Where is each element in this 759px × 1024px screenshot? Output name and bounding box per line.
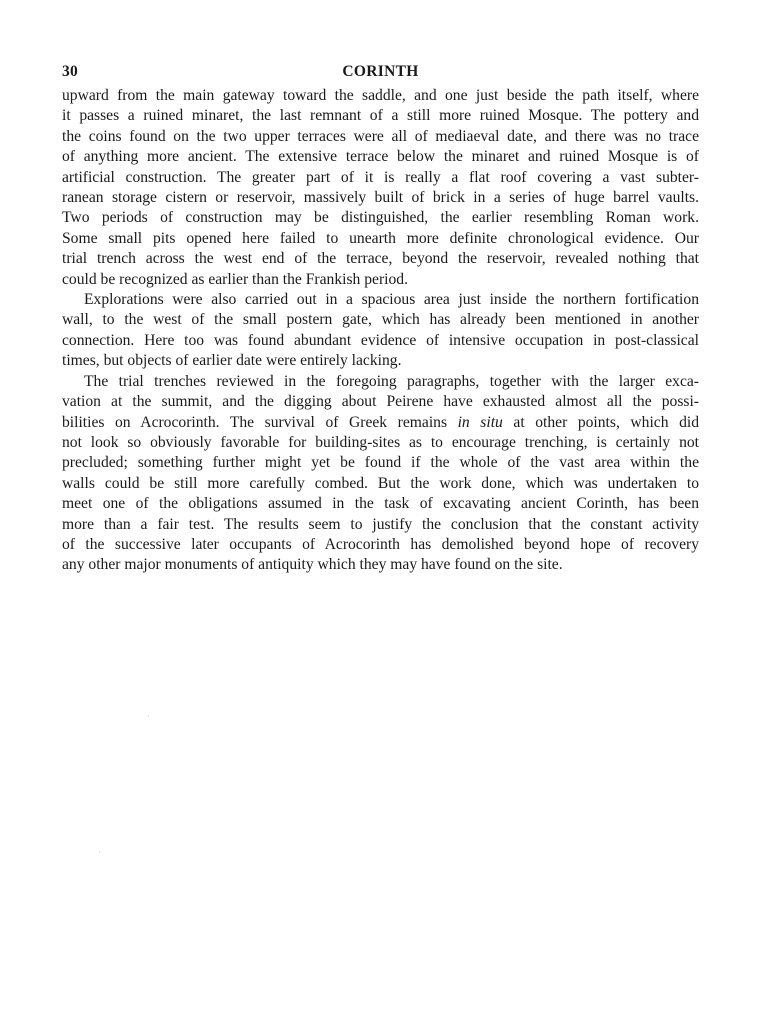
text-line: Explorations were also carried out in a spacious area just inside the northern fortification (84, 291, 699, 309)
text-line: The trial trenches reviewed in the foregoing paragraphs, together with the larger exca- (84, 372, 699, 390)
text-line: vation at the summit, and the digging about Peirene have exhausted almost all the possi- (62, 393, 699, 411)
text-line: Some small pits opened here failed to unearth more definite chronological evidence. Our (62, 229, 699, 247)
text-line: more than a fair test. The results seem to justify the conclusion that the constant activity (62, 515, 699, 533)
text-line: precluded; something further might yet be found if the whole of the vast area within the (62, 454, 699, 472)
paragraph-3 (62, 372, 699, 576)
scan-speck (99, 851, 100, 852)
scan-speck (148, 716, 149, 717)
paragraph-1 (62, 86, 699, 290)
text-segment: bilities on Acrocorinth. The survival of Greek remains (62, 413, 448, 431)
text-line: upward from the main gateway toward the saddle, and one just beside the path itself, where (62, 87, 699, 104)
text-line: not look so obviously favorable for building-sites as to encourage trenching, is certainly not (62, 433, 699, 451)
text-segment: at other points, which did (513, 413, 700, 431)
text-line: could be recognized as earlier than the Frankish period. (62, 270, 408, 288)
text-line: artificial construction. The greater part of it is really a flat roof covering a vast subter- (62, 168, 699, 186)
page-number: 30 (62, 63, 79, 80)
text-line: of anything more ancient. The extensive terrace below the minaret and ruined Mosque is of (62, 148, 699, 166)
running-head (62, 60, 699, 86)
body-text (62, 86, 699, 576)
text-line: Two periods of construction may be distinguished, the earlier resembling Roman work. (62, 209, 699, 227)
text-line: wall, to the west of the small postern gate, which has already been mentioned in another (62, 311, 699, 329)
text-line: trial trench across the west end of the terrace, beyond the reservoir, revealed nothing that (62, 250, 699, 268)
text-line: ranean storage cistern or reservoir, massively built of brick in a series of huge barrel vaults. (62, 189, 699, 207)
text-line: meet one of the obligations assumed in the task of excavating ancient Corinth, has been (62, 495, 699, 513)
text-line: any other major monuments of antiquity which they may have found on the site. (62, 556, 563, 574)
text-line-with-italic (62, 413, 699, 433)
text-line: the coins found on the two upper terraces were all of mediaeval date, and there was no trace (62, 127, 699, 145)
running-title: CORINTH (342, 63, 419, 80)
italic-phrase: in situ (457, 413, 503, 431)
text-line: connection. Here too was found abundant evidence of intensive occupation in post-classical (62, 331, 699, 349)
document-page (62, 60, 699, 576)
text-line: walls could be still more carefully combed. But the work done, which was undertaken to (62, 474, 699, 492)
text-line: it passes a ruined minaret, the last remnant of a still more ruined Mosque. The pottery and (62, 107, 699, 125)
text-line: times, but objects of earlier date were entirely lacking. (62, 352, 402, 370)
text-line: of the successive later occupants of Acrocorinth has demolished beyond hope of recovery (62, 535, 699, 553)
paragraph-2 (62, 290, 699, 372)
